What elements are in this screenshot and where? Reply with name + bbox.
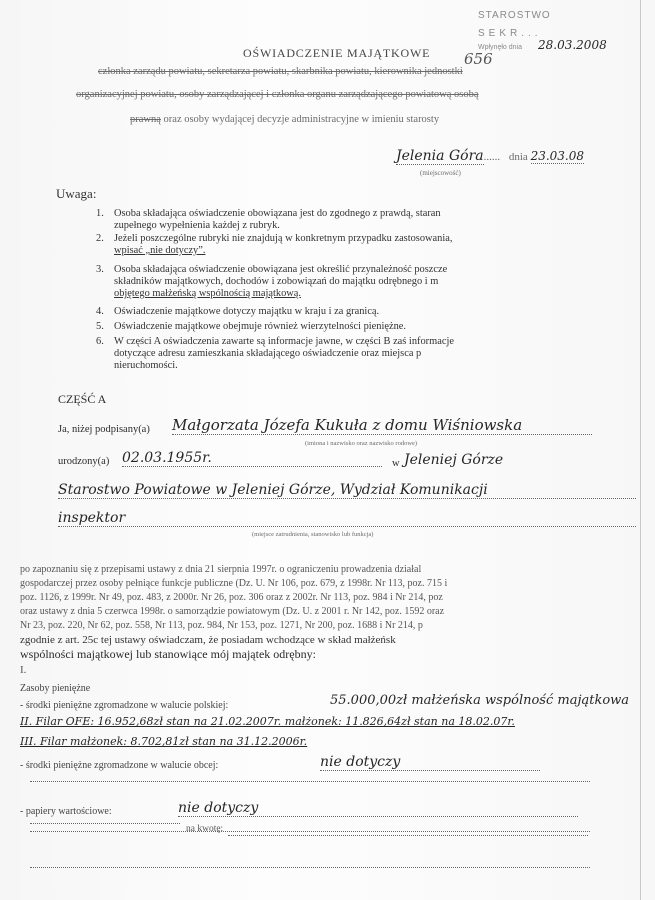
pln-value: 55.000,00zł małżeńska wspólność majątkowa xyxy=(330,693,630,708)
born-date: 02.03.1955r. xyxy=(122,450,382,467)
instruction-item: 4. Oświadczenie majątkowe dotyczy majątku w kraju i za granicą. xyxy=(96,306,380,317)
date-label: dnia xyxy=(508,151,528,163)
document-title: OŚWIADCZENIE MAJĄTKOWE xyxy=(243,46,431,60)
header-line-3-rest: oraz osoby wydającej decyzje administracyjne w imieniu starosty xyxy=(163,114,440,125)
header-line-1: członka zarządu powiatu, sekretarza powiatu, skarbnika powiatu, kierownika jednostki xyxy=(98,66,463,77)
foreign-value: nie dotyczy xyxy=(320,754,540,771)
securities-label: - papiery wartościowe: xyxy=(20,806,112,817)
statute-line: oraz ustawy z dnia 5 czerwca 1998r. o samorządzie powiatowym (Dz. U. z 2001 r. Nr 142, poz. 1592 oraz xyxy=(20,606,445,617)
name-caption: (imiona i nazwisko oraz nazwisko rodowe) xyxy=(305,440,418,447)
securities-value: nie dotyczy xyxy=(178,800,578,817)
instruction-item: 5. Oświadczenie majątkowe obejmuje również wierzytelności pieniężne. xyxy=(96,321,406,332)
place-date: 23.03.08 xyxy=(530,149,584,163)
statute-line: gospodarczej przez osoby pełniące funkcje publiczne (Dz. U. Nr 106, poz. 679, z 1998r. Nr 113, poz. 715 i xyxy=(20,578,448,589)
blank-dotted-line xyxy=(30,780,590,782)
stamp-office: STAROSTWO xyxy=(478,10,551,21)
workplace-value: Starostwo Powiatowe w Jeleniej Górze, Wydział Komunikacji xyxy=(58,482,636,499)
statute-line: Nr 23, poz. 220, Nr 62, poz. 558, Nr 113, poz. 984, Nr 153, poz. 1271, Nr 200, poz. 1688 i Nr 214, p xyxy=(20,620,423,631)
note-heading: Uwaga: xyxy=(56,186,97,201)
amount-label: na kwotę: xyxy=(186,824,224,834)
place-dots: ...... xyxy=(483,151,501,163)
pln-label: - środki pieniężne zgromadzone w walucie polskiej: xyxy=(20,700,229,711)
signed-name-value: Małgorzata Józefa Kukuła z domu Wiśniowska xyxy=(172,416,592,435)
stamp-date: 28.03.2008 xyxy=(538,38,607,52)
amount-lead-dots xyxy=(30,822,180,824)
position-value: inspektor xyxy=(58,510,636,527)
amount-dotted-line xyxy=(228,834,588,836)
receipt-stamp xyxy=(464,10,642,80)
workplace-caption: (miejsce zatrudnienia, stanowisko lub funkcja) xyxy=(252,531,374,538)
born-in-label: w xyxy=(392,458,400,469)
third-pillar-line: III. Filar małżonek: 8.702,81zł stan na 31.12.2006r. xyxy=(20,735,308,748)
instruction-item: 2. Jeżeli poszczególne rubryki nie znajdują w konkretnym przypadku zastosowania, wpisać „nie dotyczy”. xyxy=(96,233,453,256)
scan-edge-line xyxy=(640,0,641,900)
ofe-line: II. Filar OFE: 16.952,68zł stan na 21.02.2007r. małżonek: 11.826,64zł stan na 18.02.07r. xyxy=(20,715,515,728)
header-line-2: organizacyjnej powiatu, osoby zarządzającej i członka organu zarządzającego powiatową osobą xyxy=(76,89,479,100)
foreign-label: - środki pieniężne zgromadzone w walucie obcej: xyxy=(20,760,219,771)
instruction-item: 1. Osoba składająca oświadczenie obowiązana jest do zgodnego z prawdą, staran zupełnego wypełnienia każdej z rubryk. xyxy=(96,208,441,231)
statute-line: poz. 1126, z 1999r. Nr 49, poz. 483, z 2000r. Nr 26, poz. 306 oraz z 2002r. Nr 113, poz. 984 i Nr 214, poz xyxy=(20,592,443,603)
signed-label: Ja, niżej podpisany(a) xyxy=(58,424,150,435)
part-a-heading: CZĘŚĆ A xyxy=(58,392,107,406)
place-date-row xyxy=(396,148,584,164)
statute-line: zgodnie z art. 25c tej ustawy oświadczam, że posiadam wchodzące w skład małżeńsk xyxy=(20,634,396,646)
section-roman-numeral: I. xyxy=(20,664,27,676)
blank-dotted-line xyxy=(30,830,590,832)
header-struck-word: prawną xyxy=(130,114,161,125)
header-line-3 xyxy=(130,114,439,125)
place-caption: (miejscowość) xyxy=(420,169,461,177)
place-value: Jelenia Góra xyxy=(396,148,484,164)
statute-line: po zapoznaniu się z przepisami ustawy z dnia 21 sierpnia 1997r. o ograniczeniu prowadzenia działal xyxy=(20,564,422,575)
statute-line: wspólności majątkowej lub stanowiące mój majątek odrębny: xyxy=(20,647,316,661)
stamp-dept: SEKR... xyxy=(478,28,542,39)
instruction-item: 3. Osoba składająca oświadczenie obowiązana jest określić przynależność poszcze składników majątkowych, dochodów i zobowiązań do majątku odrębnego i m objętego małżeńską wspólnością majątkową. xyxy=(96,264,448,299)
stamp-received-label: Wpłynęło dnia xyxy=(478,44,522,51)
stamp-number: 656 xyxy=(464,50,493,68)
born-place: Jeleniej Górze xyxy=(404,452,504,468)
instruction-item: 6. W części A oświadczenia zawarte są informacje jawne, w części B zaś informacje dotyczące adresu zamieszkania składającego oświadczenie oraz miejsca p nieruchomości. xyxy=(96,336,454,371)
born-label: urodzony(a) xyxy=(58,456,110,467)
resources-heading: Zasoby pieniężne xyxy=(20,683,91,694)
blank-dotted-line xyxy=(30,866,590,868)
